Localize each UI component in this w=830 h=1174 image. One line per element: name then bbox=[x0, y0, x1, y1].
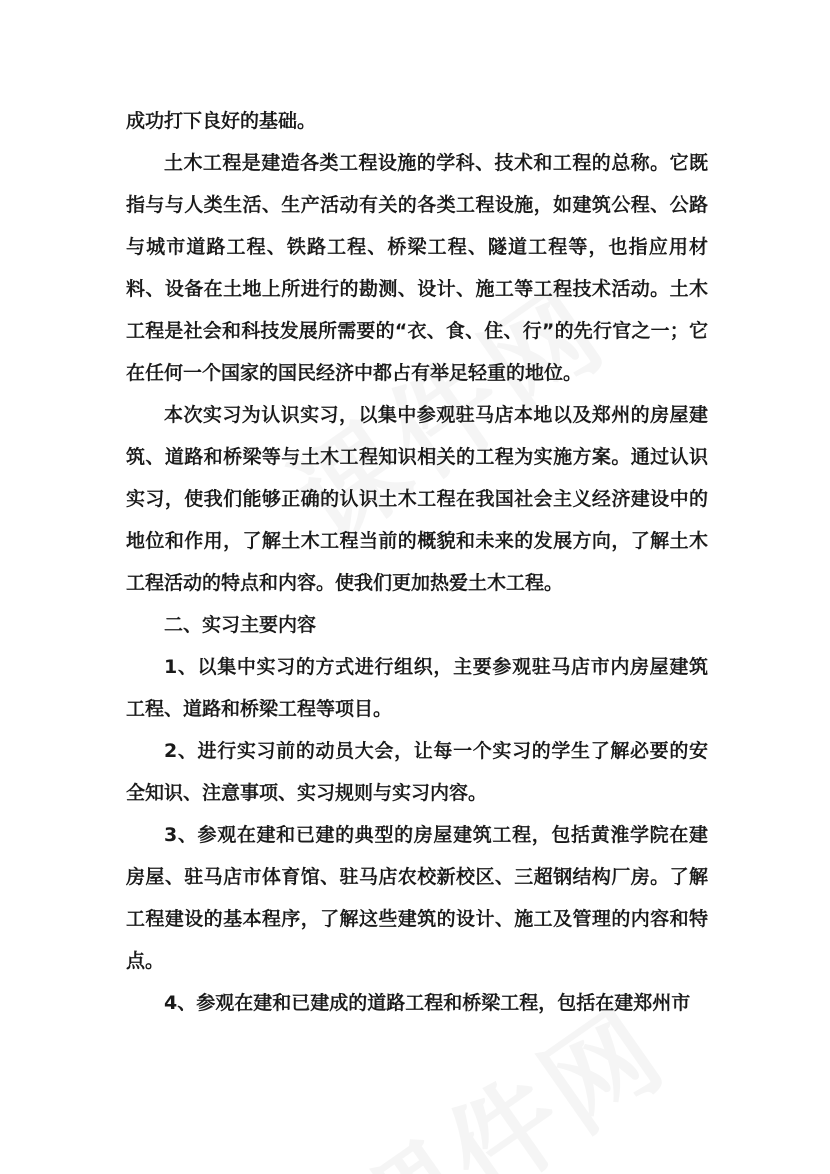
document-body bbox=[126, 100, 708, 1024]
list-item-4: 4、参观在建和已建成的道路工程和桥梁工程，包括在建郑州市 bbox=[164, 992, 691, 1014]
paragraph-continuation: 成功打下良好的基础。 bbox=[126, 110, 317, 132]
list-item-2: 2、进行实习前的动员大会，让每一个实习的学生了解必要的安全知识、注意事项、实习规则与实习内容。 bbox=[126, 740, 708, 804]
list-item-1: 1、以集中实习的方式进行组织，主要参观驻马店市内房屋建筑工程、道路和桥梁工程等项目。 bbox=[126, 656, 708, 720]
paragraph-civil-engineering-definition: 土木工程是建造各类工程设施的学科、技术和工程的总称。它既指与与人类生活、生产活动有关的各类工程设施，如建筑公程、公路与城市道路工程、铁路工程、桥梁工程、隧道工程等，也指应用材料、设备在土地上所进行的勘测、设计、施工等工程技术活动。土木工程是社会和科技发展所需要的“衣、食、住、行”的先行官之一；它在任何一个国家的国民经济中都占有举足轻重的地位。 bbox=[126, 152, 708, 384]
paragraph-internship-purpose: 本次实习为认识实习，以集中参观驻马店本地以及郑州的房屋建筑、道路和桥梁等与土木工程知识相关的工程为实施方案。通过认识实习，使我们能够正确的认识土木工程在我国社会主义经济建设中的地位和作用，了解土木工程当前的概貌和未来的发展方向，了解土木工程活动的特点和内容。使我们更加热爱土木工程。 bbox=[126, 404, 708, 594]
list-item-3: 3、参观在建和已建的典型的房屋建筑工程，包括黄淮学院在建房屋、驻马店市体育馆、驻马店农校新校区、三超钢结构厂房。了解工程建设的基本程序，了解这些建筑的设计、施工及管理的内容和特点。 bbox=[126, 824, 708, 972]
section-heading-main-content: 二、实习主要内容 bbox=[164, 614, 317, 636]
